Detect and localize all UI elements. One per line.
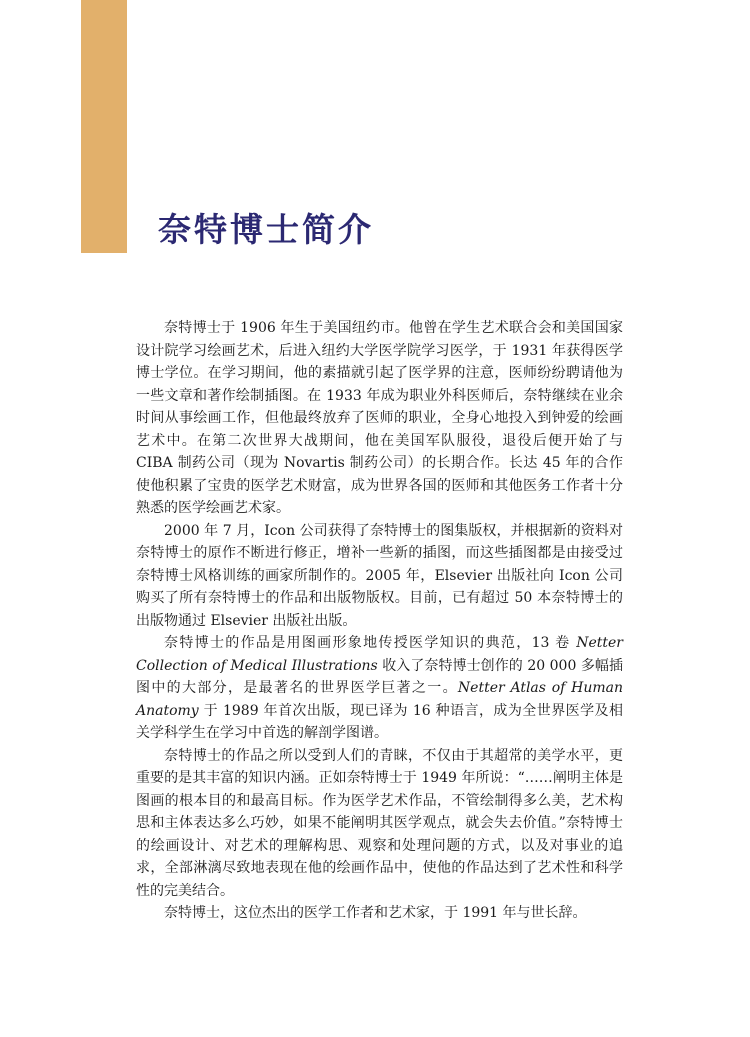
text-run: 奈特博士于 1906 年生于美国纽约市。他曾在学生艺术联合会和美国国家设计院学习绘画艺术，后进入纽约大学医学院学习医学，于 1931 年获得医学博士学位。在学习期间，他的素描就引起了医学界的注意，医师纷纷聘请他为一些文章和著作绘制插图。在 1933 年成为职业外科医师后，奈特继续在业余时间从事绘画工作，但他最终放弃了医师的职业，全身心地投入到钟爱的绘画艺术中。在第二次世界大战期间，他在美国军队服役，退役后便开始了与 CIBA 制药公司（现为 Novartis 制药公司）的长期合作。长达 45 年的合作使他积累了宝贵的医学艺术财富，成为世界各国的医师和其他医务工作者十分熟悉的医学绘画艺术家。 (136, 320, 623, 516)
paragraph-5 (136, 902, 623, 925)
paragraph-2 (136, 520, 623, 633)
text-run: 奈特博士的作品之所以受到人们的青睐，不仅由于其超常的美学水平，更重要的是其丰富的知识内涵。正如奈特博士于 1949 年所说：“……阐明主体是图画的根本目的和最高目标。作为医学艺术作品，不管绘制得多么美，艺术构思和主体表达多么巧妙，如果不能阐明其医学观点，就会失去价值。”奈特博士的绘画设计、对艺术的理解构思、观察和处理问题的方式，以及对事业的追求，全部淋漓尽致地表现在他的绘画作品中，使他的作品达到了艺术性和科学性的完美结合。 (136, 747, 623, 899)
text-run: 奈特博士，这位杰出的医学工作者和艺术家，于 1991 年与世长辞。 (164, 905, 587, 921)
paragraph-4 (136, 745, 623, 903)
article-body (136, 317, 623, 925)
text-run: 收入了奈特博士创作的 20 000 多幅插图中的大部分，是最著名的世界医学巨著之一。 (136, 657, 623, 696)
book-title-netter-atlas: Netter Atlas of Human Anatomy (136, 680, 623, 719)
page-title: 奈特博士简介 (158, 210, 374, 249)
book-title-netter-collection: Netter Collection of Medical Illustrations (136, 635, 623, 674)
text-run: 2000 年 7 月，Icon 公司获得了奈特博士的图集版权，并根据新的资料对奈特博士的原作不断进行修正，增补一些新的插图，而这些插图都是由接受过奈特博士风格训练的画家所制作的。2005 年，Elsevier 出版社向 Icon 公司购买了所有奈特博士的作品和出版物版权。目前，已有超过 50 本奈特博士的出版物通过 Elsevier 出版社出版。 (136, 522, 623, 629)
accent-band (81, 0, 127, 253)
paragraph-1 (136, 317, 623, 520)
text-run: 奈特博士的作品是用图画形象地传授医学知识的典范，13 卷 (164, 635, 577, 651)
text-run: 于 1989 年首次出版，现已译为 16 种语言，成为全世界医学及相关学科学生在学习中首选的解剖学图谱。 (136, 702, 623, 741)
paragraph-3 (136, 632, 623, 745)
